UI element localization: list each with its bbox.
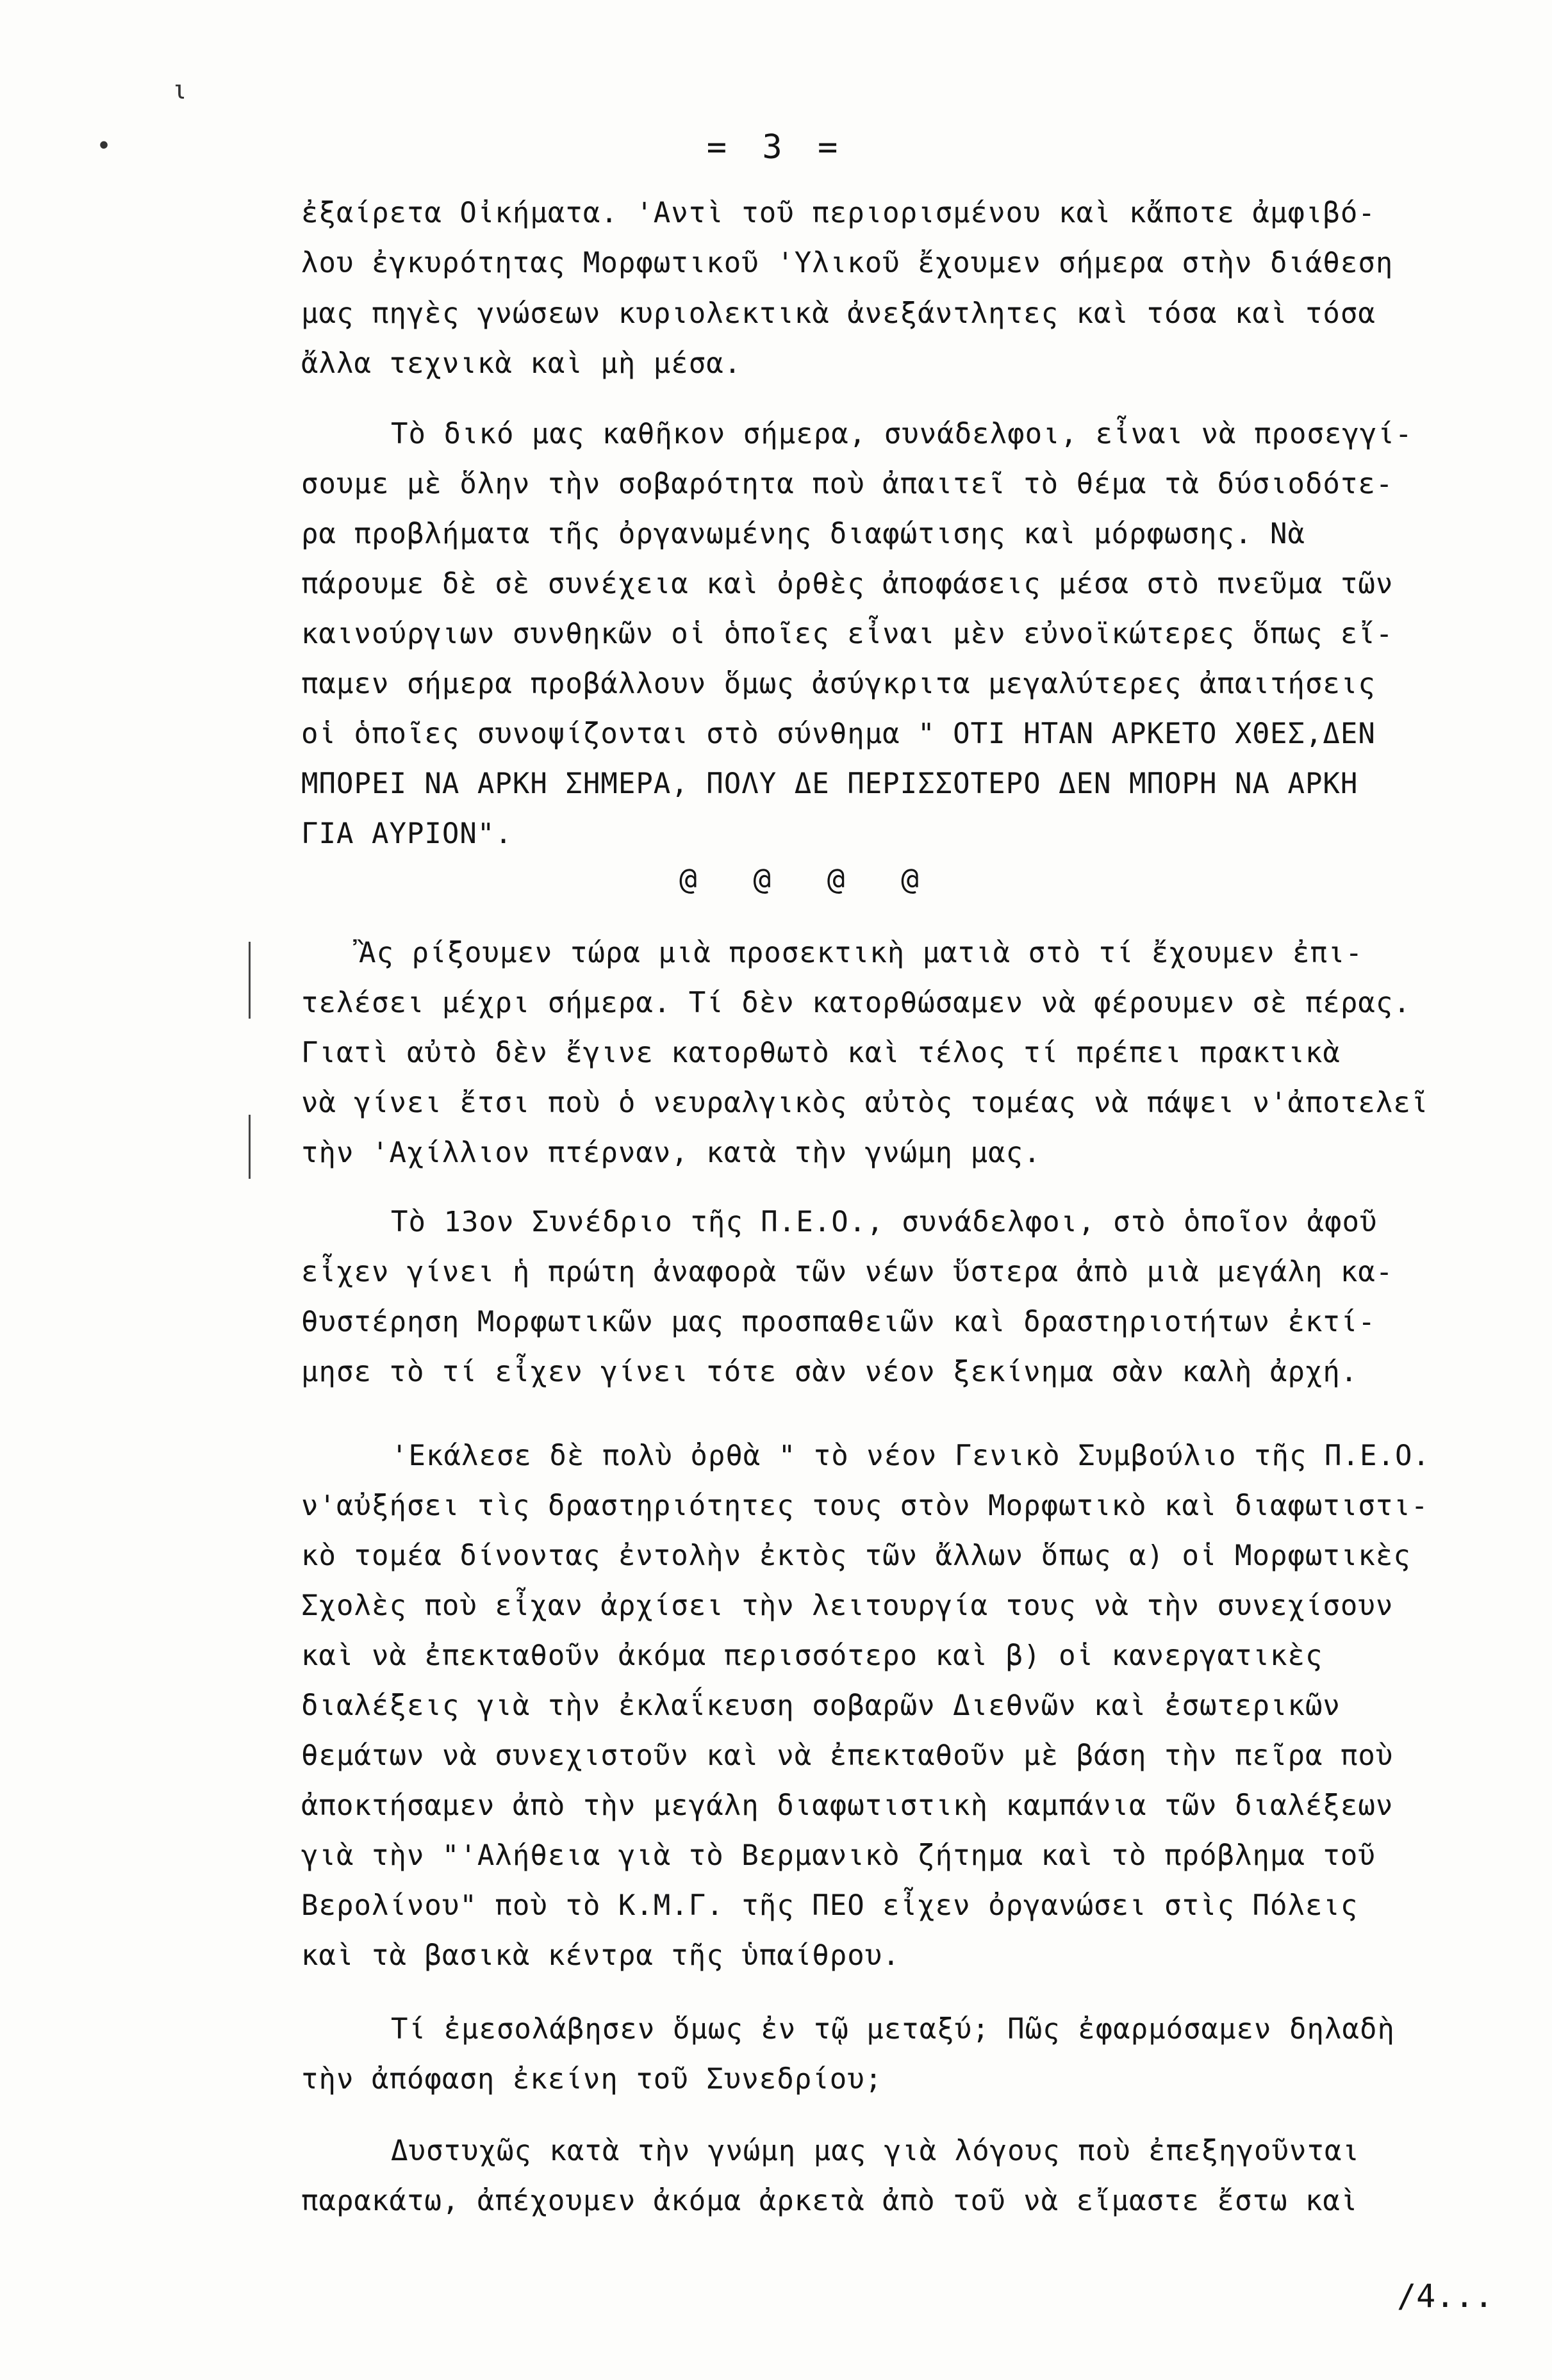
text-line: μας πηγὲς γνώσεων κυριολεκτικὰ ἀνεξάντλητες καὶ τόσα καὶ τόσα — [301, 297, 1376, 330]
text-line: Δυστυχῶς κατὰ τὴν γνώμη μας γιὰ λόγους ποὺ ἐπεξηγοῦνται — [391, 2135, 1360, 2167]
margin-line — [249, 942, 251, 1019]
margin-line — [249, 1115, 251, 1179]
text-line: ἄλλα τεχνικὰ καὶ μὴ μέσα. — [301, 347, 742, 380]
text-line: Τὸ δικό μας καθῆκον σήμερα, συνάδελφοι, εἶναι νὰ προσεγγί- — [391, 418, 1413, 450]
text-line: Ἂς ρίξουμεν τώρα μιὰ προσεκτικὴ ματιὰ στὸ τί ἔχουμεν ἐπι- — [359, 937, 1363, 969]
text-line: ρα προβλήματα τῆς ὀργανωμένης διαφώτισης καὶ μόρφωσης. Νὰ — [301, 518, 1305, 550]
text-line: οἱ ὁποῖες συνοψίζονται στὸ σύνθημα " ΟΤΙ ΗΤΑΝ ΑΡΚΕΤΟ ΧΘΕΣ,ΔΕΝ — [301, 718, 1376, 750]
text-line: κὸ τομέα δίνοντας ἐντολὴν ἐκτὸς τῶν ἄλλων ὅπως α) οἱ Μορφωτικὲς — [301, 1539, 1411, 1572]
stray-dot: • — [96, 131, 112, 161]
text-line: Γιατὶ αὐτὸ δὲν ἔγινε κατορθωτὸ καὶ τέλος τί πρέπει πρακτικὰ — [301, 1037, 1341, 1069]
text-line: καινούργιων συνθηκῶν οἱ ὁποῖες εἶναι μὲν εὐνοϊκώτερες ὅπως εἴ- — [301, 618, 1394, 650]
section-separator: @ @ @ @ — [679, 862, 938, 896]
text-line: Σχολὲς ποὺ εἶχαν ἀρχίσει τὴν λειτουργία τους νὰ τὴν συνεχίσουν — [301, 1589, 1394, 1622]
text-line: ΓΙΑ ΑΥΡΙΟΝ". — [301, 817, 513, 850]
stray-mark: ι — [172, 76, 188, 105]
text-line: καὶ νὰ ἐπεκταθοῦν ἀκόμα περισσότερο καὶ β) οἱ κανεργατικὲς — [301, 1639, 1323, 1672]
text-line: Τὸ 13ον Συνέδριο τῆς Π.Ε.Ο., συνάδελφοι, στὸ ὁποῖον ἀφοῦ — [391, 1206, 1378, 1238]
text-line: Βερολίνου" ποὺ τὸ Κ.Μ.Γ. τῆς ΠΕΟ εἶχεν ὀργανώσει στὶς Πόλεις — [301, 1889, 1358, 1922]
text-line: ἀποκτήσαμεν ἀπὸ τὴν μεγάλη διαφωτιστικὴ καμπάνια τῶν διαλέξεων — [301, 1789, 1394, 1822]
text-line: γιὰ τὴν "'Αλήθεια γιὰ τὸ Βερμανικὸ ζήτημα καὶ τὸ πρόβλημα τοῦ — [301, 1839, 1376, 1872]
text-line: μησε τὸ τί εἶχεν γίνει τότε σὰν νέον ξεκίνημα σὰν καλὴ ἀρχή. — [301, 1356, 1358, 1388]
continuation-marker: /4... — [1397, 2277, 1494, 2315]
text-line: διαλέξεις γιὰ τὴν ἐκλαΐκευση σοβαρῶν Διεθνῶν καὶ ἐσωτερικῶν — [301, 1689, 1341, 1722]
text-line: τὴν ἀπόφαση ἐκείνη τοῦ Συνεδρίου; — [301, 2063, 883, 2096]
text-line: εἶχεν γίνει ἡ πρώτη ἀναφορὰ τῶν νέων ὕστερα ἀπὸ μιὰ μεγάλη κα- — [301, 1256, 1394, 1288]
text-line: τελέσει μέχρι σήμερα. Τί δὲν κατορθώσαμεν νὰ φέρουμεν σὲ πέρας. — [301, 987, 1411, 1019]
text-line: σουμε μὲ ὅλην τὴν σοβαρότητα ποὺ ἀπαιτεῖ τὸ θέμα τὰ δύσιοδότε- — [301, 468, 1394, 500]
text-line: θυστέρηση Μορφωτικῶν μας προσπαθειῶν καὶ δραστηριοτήτων ἐκτί- — [301, 1306, 1376, 1338]
text-line: θεμάτων νὰ συνεχιστοῦν καὶ νὰ ἐπεκταθοῦν μὲ βάση τὴν πεῖρα ποὺ — [301, 1739, 1394, 1772]
text-line: τὴν 'Αχίλλιον πτέρναν, κατὰ τὴν γνώμη μας. — [301, 1137, 1041, 1169]
text-line: παμεν σήμερα προβάλλουν ὅμως ἀσύγκριτα μεγαλύτερες ἀπαιτήσεις — [301, 668, 1376, 700]
text-line: πάρουμε δὲ σὲ συνέχεια καὶ ὀρθὲς ἀποφάσεις μέσα στὸ πνεῦμα τῶν — [301, 568, 1394, 600]
text-line: ν'αὐξήσει τὶς δραστηριότητες τους στὸν Μορφωτικὸ καὶ διαφωτιστι- — [301, 1490, 1429, 1522]
text-line: νὰ γίνει ἔτσι ποὺ ὁ νευραλγικὸς αὐτὸς τομέας νὰ πάψει ν'ἀποτελεῖ — [301, 1087, 1429, 1119]
text-line: καὶ τὰ βασικὰ κέντρα τῆς ὑπαίθρου. — [301, 1939, 900, 1972]
text-line: λου ἐγκυρότητας Μορφωτικοῦ 'Υλικοῦ ἔχουμεν σήμερα στὴν διάθεση — [301, 247, 1394, 279]
text-line: ἐξαίρετα Οἰκήματα. 'Αντὶ τοῦ περιορισμένου καὶ κἄποτε ἀμφιβό- — [301, 197, 1376, 229]
text-line: ΜΠΟΡΕΙ ΝΑ ΑΡΚΗ ΣΗΜΕΡΑ, ΠΟΛΥ ΔΕ ΠΕΡΙΣΣΟΤΕΡΟ ΔΕΝ ΜΠΟΡΗ ΝΑ ΑΡΚΗ — [301, 767, 1358, 800]
text-line: παρακάτω, ἀπέχουμεν ἀκόμα ἀρκετὰ ἀπὸ τοῦ νὰ εἴμαστε ἔστω καὶ — [301, 2185, 1358, 2217]
text-line: 'Εκάλεσε δὲ πολὺ ὀρθὰ " τὸ νέον Γενικὸ Συμβούλιο τῆς Π.Ε.Ο. — [391, 1440, 1430, 1472]
text-line: Τί ἐμεσολάβησεν ὅμως ἐν τῷ μεταξύ; Πῶς ἐφαρμόσαμεν δηλαδὴ — [391, 2013, 1395, 2046]
page-number: = 3 = — [706, 128, 846, 167]
